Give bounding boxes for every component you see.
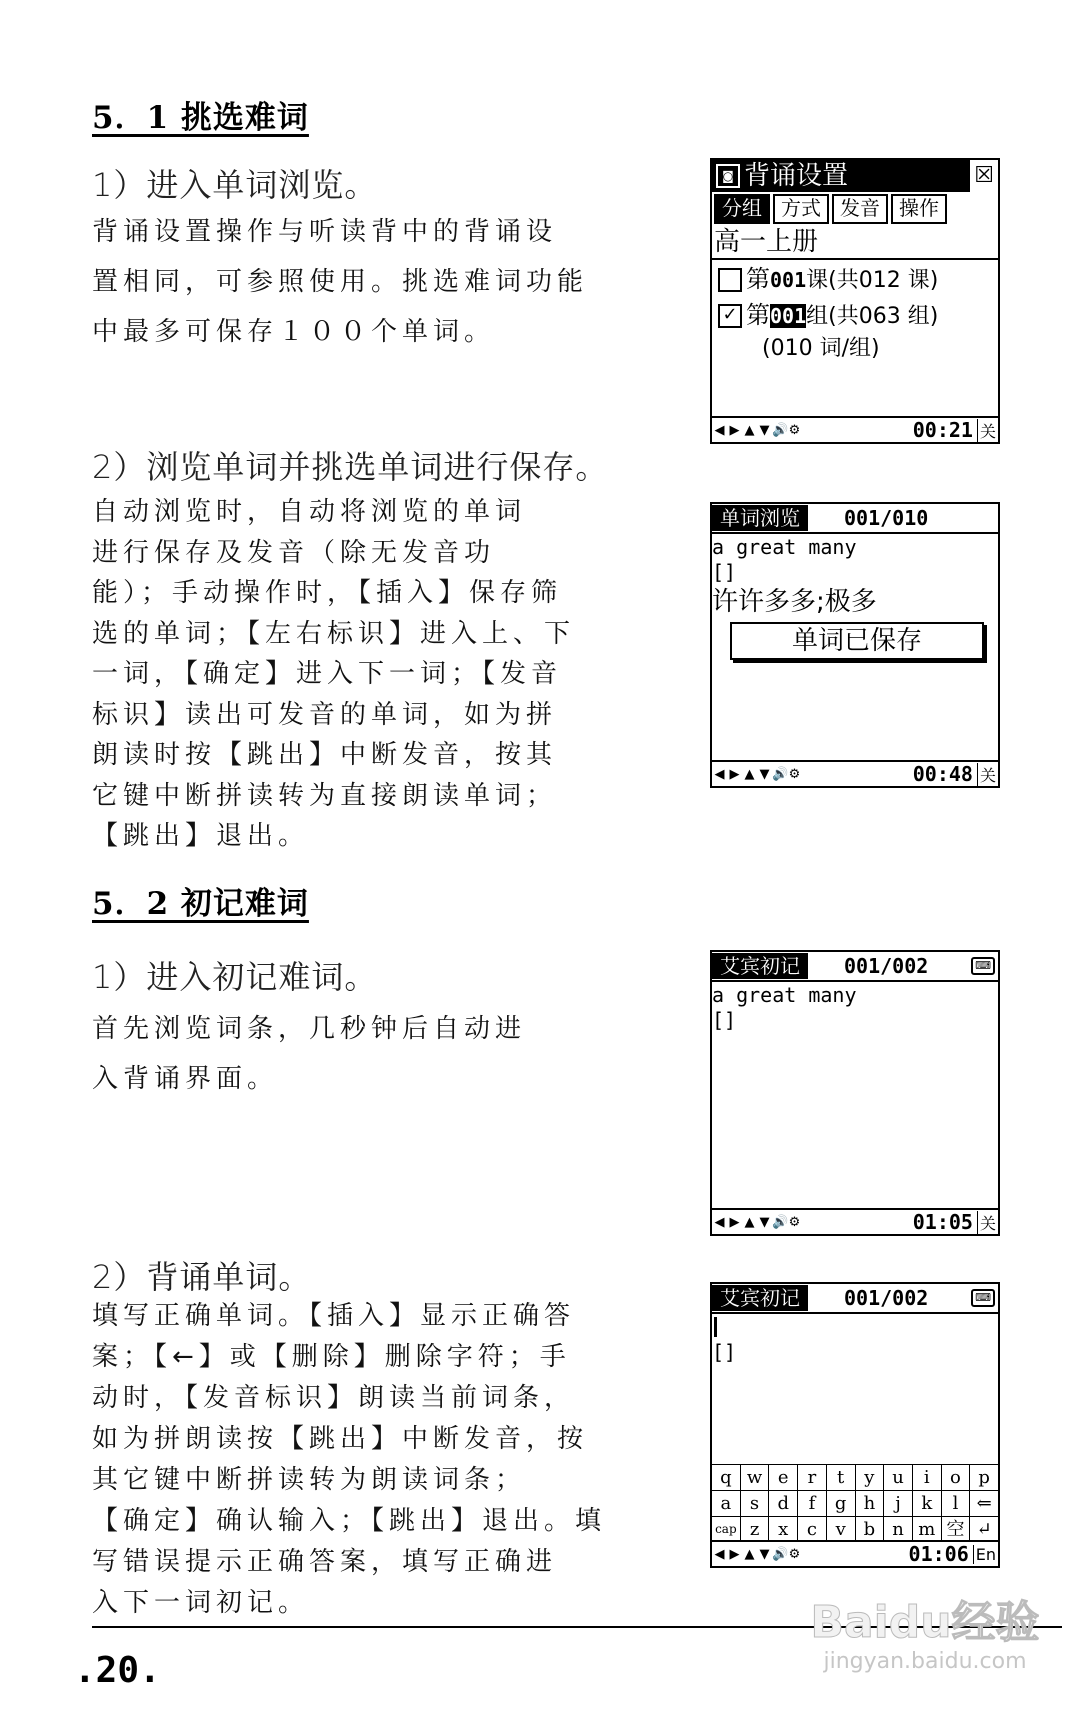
group-total: 组(共063 组) — [806, 304, 939, 329]
tab-operation[interactable]: 操作 — [891, 194, 947, 224]
words-per-group: (010 词/组) — [762, 336, 880, 361]
up-arrow-icon[interactable]: ▲ — [744, 766, 755, 782]
keyboard-key[interactable]: s — [741, 1491, 770, 1516]
watermark — [780, 1598, 1070, 1676]
keyboard-key[interactable]: j — [884, 1491, 913, 1516]
keyboard-key[interactable]: c — [798, 1517, 827, 1542]
word-entry: a great many — [712, 535, 857, 559]
right-arrow-icon[interactable]: ▶ — [729, 1546, 740, 1562]
settings-tabs — [712, 192, 998, 226]
text-line: 选的单词；【左右标识】进入上、下 — [92, 618, 576, 649]
device-screen-first-memo-browse — [710, 950, 1000, 1236]
text-line: 其它键中断拼读转为朗读词条； — [92, 1465, 527, 1495]
left-arrow-icon[interactable]: ◀ — [714, 766, 725, 782]
tab-pronounce[interactable]: 发音 — [832, 194, 888, 224]
step-paragraph — [92, 1296, 672, 1624]
word-counter: 001/010 — [844, 506, 929, 530]
text-line: 它键中断拼读转为直接朗读单词； — [92, 780, 558, 811]
clock: 01:05 — [912, 1210, 973, 1234]
mode-tab: 单词浏览 — [712, 505, 808, 531]
keyboard-key[interactable]: x — [769, 1517, 798, 1542]
clock: 01:06 — [908, 1542, 969, 1566]
step-heading: 2）背诵单词。 — [92, 1258, 312, 1296]
settings-icon[interactable]: ⚙ — [788, 1546, 801, 1562]
word-counter: 001/002 — [844, 1286, 929, 1310]
keyboard-key[interactable]: b — [856, 1517, 885, 1542]
text-line: 写错误提示正确答案，填写正确进 — [92, 1547, 558, 1577]
right-arrow-icon[interactable]: ▶ — [729, 766, 740, 782]
settings-icon[interactable]: ⚙ — [788, 766, 801, 782]
tab-group[interactable]: 分组 — [714, 194, 770, 224]
text-line: 案；【←】或【删除】删除字符；手 — [92, 1342, 571, 1372]
saved-toast: 单词已保存 — [730, 622, 984, 660]
word-counter: 001/002 — [844, 954, 929, 978]
text-line: 【跳出】退出。 — [92, 821, 310, 851]
watermark-url: jingyan.baidu.com — [823, 1649, 1027, 1674]
watermark-brand: Baidu经验 — [810, 1597, 1040, 1648]
keyboard-row — [712, 1516, 998, 1542]
left-arrow-icon[interactable]: ◀ — [714, 422, 725, 438]
onscreen-keyboard — [712, 1464, 998, 1542]
keyboard-key[interactable]: t — [827, 1465, 856, 1490]
keyboard-key[interactable]: w — [741, 1465, 770, 1490]
word-entry: a great many — [712, 983, 857, 1007]
section-title-5-1: 5．1 挑选难词 — [92, 100, 309, 136]
keyboard-key[interactable]: u — [884, 1465, 913, 1490]
keyboard-key[interactable]: r — [798, 1465, 827, 1490]
right-arrow-icon[interactable]: ▶ — [729, 1214, 740, 1230]
keyboard-key[interactable]: i — [913, 1465, 942, 1490]
answer-input[interactable] — [712, 1314, 998, 1340]
keyboard-key[interactable]: o — [942, 1465, 971, 1490]
keyboard-key[interactable]: y — [856, 1465, 885, 1490]
status-bar — [712, 1540, 998, 1566]
phonetic: [] — [712, 560, 737, 584]
status-bar — [712, 1208, 998, 1234]
keyboard-key[interactable]: ⇐ — [976, 1493, 992, 1514]
lesson-total: 课(共012 课) — [806, 268, 939, 293]
tab-mode[interactable]: 方式 — [773, 194, 829, 224]
group-number[interactable]: 001 — [770, 304, 807, 328]
dialog-title: 背诵设置 — [744, 161, 849, 191]
right-arrow-icon[interactable]: ▶ — [729, 422, 740, 438]
settings-icon[interactable]: ⚙ — [788, 1214, 801, 1230]
meaning: 许许多多;极多 — [712, 587, 877, 617]
power-button[interactable]: 关 — [977, 1211, 998, 1234]
keyboard-key[interactable]: p — [978, 1467, 990, 1488]
text-line: 标识】读出可发音的单词，如为拼 — [92, 699, 558, 730]
text-line: 入下一词初记。 — [92, 1588, 310, 1618]
keyboard-key[interactable]: 空 — [942, 1517, 971, 1542]
text-line: 朗读时按【跳出】中断发音，按其 — [92, 740, 558, 770]
status-bar — [712, 760, 998, 786]
text-line: 中最多可保存１００个单词。 — [92, 317, 496, 347]
power-button[interactable]: 关 — [977, 763, 998, 786]
keyboard-key[interactable]: z — [741, 1517, 770, 1542]
lesson-row[interactable] — [712, 262, 998, 298]
keyboard-row — [712, 1490, 998, 1516]
text-line: 能）；手动操作时，【插入】保存筛 — [92, 578, 563, 608]
up-arrow-icon[interactable]: ▲ — [744, 1214, 755, 1230]
up-arrow-icon[interactable]: ▲ — [744, 422, 755, 438]
text-line: 进行保存及发音（除无发音功 — [92, 537, 496, 568]
step-paragraph — [92, 212, 672, 352]
step-paragraph — [92, 1004, 672, 1104]
text-line: 一词，【确定】进入下一词；【发音 — [92, 659, 563, 689]
text-line: 背诵设置操作与听读背中的背诵设 — [92, 217, 558, 247]
status-bar — [712, 416, 998, 442]
speaker-icon[interactable]: 🔊 — [772, 1546, 789, 1562]
section-title-5-2: 5．2 初记难词 — [92, 886, 309, 922]
speaker-icon[interactable]: 🔊 — [772, 1214, 789, 1230]
clock: 00:48 — [912, 762, 973, 786]
keyboard-row — [712, 1464, 998, 1490]
settings-icon[interactable]: ⚙ — [788, 422, 801, 438]
screen-header — [712, 1284, 998, 1314]
down-arrow-icon[interactable]: ▼ — [759, 766, 770, 782]
device-screen-word-browse — [710, 502, 1000, 788]
text-line: 自动浏览时，自动将浏览的单词 — [92, 497, 527, 527]
keyboard-key[interactable]: a — [712, 1491, 741, 1516]
up-arrow-icon[interactable]: ▲ — [744, 1546, 755, 1562]
text-line: 如为拼朗读按【跳出】中断发音，按 — [92, 1424, 589, 1454]
keyboard-key[interactable]: g — [827, 1491, 856, 1516]
keyboard-key[interactable]: q — [712, 1465, 741, 1490]
lesson-number[interactable]: 001 — [770, 268, 807, 292]
group-prefix: 第 — [746, 301, 770, 329]
down-arrow-icon[interactable]: ▼ — [759, 1214, 770, 1230]
phonetic: [] — [712, 1008, 737, 1032]
text-line: 入背诵界面。 — [92, 1064, 279, 1094]
dialog-title-bar — [712, 160, 998, 192]
text-line: 置相同，可参照使用。挑选难词功能 — [92, 267, 589, 297]
step-heading: 1）进入单词浏览。 — [92, 166, 378, 204]
app-icon: ◙ — [716, 164, 740, 188]
book-selector[interactable]: 高一上册 — [712, 226, 998, 260]
power-button[interactable]: 关 — [977, 419, 998, 442]
keyboard-icon[interactable]: ⌨ — [971, 1289, 995, 1307]
down-arrow-icon[interactable]: ▼ — [759, 422, 770, 438]
speaker-icon[interactable]: 🔊 — [772, 766, 789, 782]
close-icon[interactable]: ☒ — [970, 160, 998, 192]
text-cursor — [714, 1317, 717, 1337]
step-heading: 2）浏览单词并挑选单词进行保存。 — [92, 448, 609, 486]
screen-header — [712, 504, 998, 534]
group-checkbox[interactable]: ✓ — [718, 304, 742, 328]
keyboard-key[interactable]: k — [913, 1491, 942, 1516]
clock: 00:21 — [912, 418, 973, 442]
screen-header — [712, 952, 998, 982]
keyboard-key[interactable]: f — [798, 1491, 827, 1516]
mode-tab: 艾宾初记 — [712, 953, 808, 979]
group-row[interactable] — [712, 298, 998, 334]
text-line: 首先浏览词条，几秒钟后自动进 — [92, 1014, 527, 1044]
keyboard-key[interactable]: v — [827, 1517, 856, 1542]
step-heading: 1）进入初记难词。 — [92, 958, 378, 996]
lesson-prefix: 第 — [746, 265, 770, 293]
phonetic: [] — [712, 1340, 737, 1364]
keyboard-key[interactable]: h — [856, 1491, 885, 1516]
page-number: .20. — [74, 1650, 161, 1691]
left-arrow-icon[interactable]: ◀ — [714, 1214, 725, 1230]
keyboard-key[interactable]: l — [942, 1491, 971, 1516]
speaker-icon[interactable]: 🔊 — [772, 422, 789, 438]
text-line: 填写正确单词。【插入】显示正确答 — [92, 1301, 576, 1331]
mode-tab: 艾宾初记 — [712, 1285, 808, 1311]
device-screen-recite-settings — [710, 158, 1000, 444]
keyboard-key[interactable]: d — [769, 1491, 798, 1516]
lesson-checkbox[interactable] — [718, 268, 742, 292]
keyboard-key[interactable]: e — [769, 1465, 798, 1490]
keyboard-icon[interactable]: ⌨ — [971, 957, 995, 975]
text-line: 【确定】确认输入；【跳出】退出。填 — [92, 1506, 607, 1536]
keyboard-key[interactable]: cap — [712, 1517, 741, 1542]
keyboard-key[interactable]: n — [884, 1517, 913, 1542]
step-paragraph — [92, 492, 672, 857]
down-arrow-icon[interactable]: ▼ — [759, 1546, 770, 1562]
input-mode-button[interactable]: En — [973, 1545, 998, 1564]
keyboard-key[interactable]: ↵ — [976, 1519, 992, 1540]
text-line: 动时，【发音标识】朗读当前词条， — [92, 1383, 576, 1413]
left-arrow-icon[interactable]: ◀ — [714, 1546, 725, 1562]
keyboard-key[interactable]: m — [913, 1517, 942, 1542]
device-screen-first-memo-input — [710, 1282, 1000, 1568]
